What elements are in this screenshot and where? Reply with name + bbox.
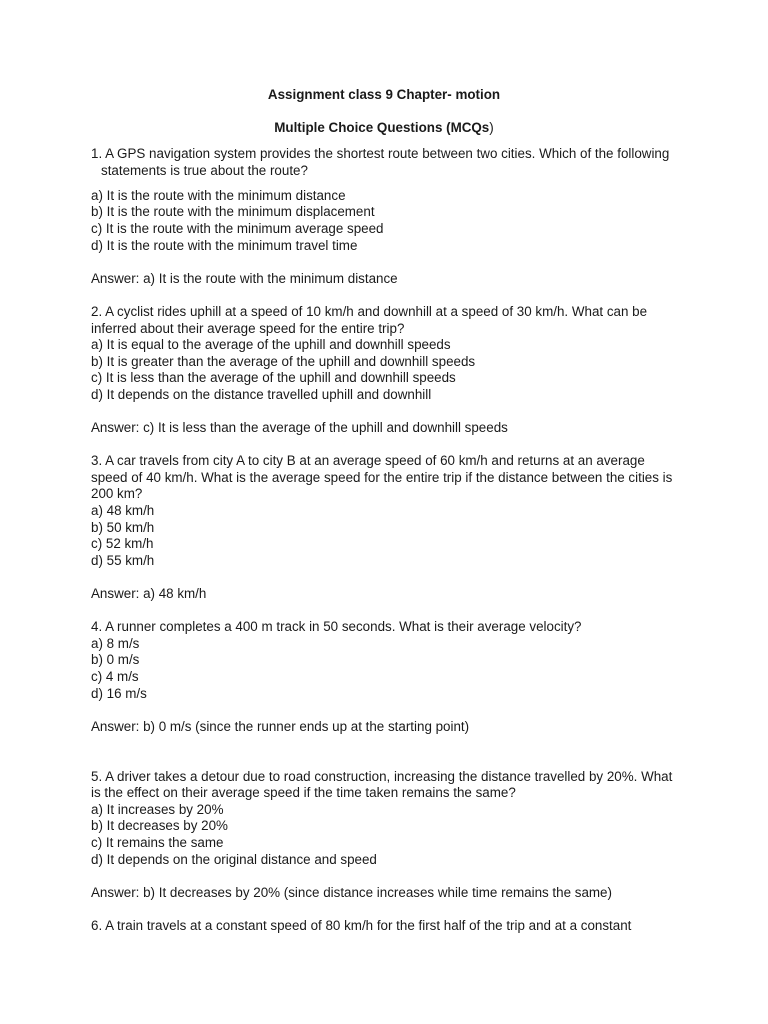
question-4-option-c: c) 4 m/s bbox=[91, 669, 139, 684]
question-4-option-d: d) 16 m/s bbox=[91, 685, 147, 701]
question-2-answer: Answer: c) It is less than the average of the uphill and downhill speeds bbox=[91, 420, 508, 436]
question-1-answer: Answer: a) It is the route with the minimum distance bbox=[91, 270, 398, 286]
section-heading bbox=[0, 120, 768, 137]
document-body bbox=[91, 146, 681, 935]
section-heading-paren: ) bbox=[489, 120, 494, 135]
question-6 bbox=[91, 918, 681, 935]
question-2 bbox=[91, 304, 681, 437]
question-3-option-d: d) 55 km/h bbox=[91, 552, 155, 568]
question-5-option-a: a) It increases by 20% bbox=[91, 801, 224, 817]
question-2-stem: 2. A cyclist rides uphill at a speed of 10 km/h and downhill at a speed of 30 km/h. What can be inferred about their average speed for the entire trip? bbox=[91, 303, 648, 336]
question-2-option-c: c) It is less than the average of the uphill and downhill speeds bbox=[91, 370, 456, 386]
question-4-option-b: b) 0 m/s bbox=[91, 652, 140, 668]
question-1-option-a: a) It is the route with the minimum distance bbox=[91, 187, 346, 203]
question-1-stem: 1. A GPS navigation system provides the shortest route between two cities. Which of the following statements is true about the route? bbox=[91, 146, 670, 178]
question-1-option-c: c) It is the route with the minimum average speed bbox=[91, 220, 384, 236]
question-5-answer: Answer: b) It decreases by 20% (since distance increases while time remains the same) bbox=[91, 884, 612, 900]
question-3-stem: 3. A car travels from city A to city B at an average speed of 60 km/h and returns at an average speed of 40 km/h. What is the average speed for the entire trip if the distance between the cities is 200 km? bbox=[91, 453, 673, 502]
question-2-option-d: d) It depends on the distance travelled uphill and downhill bbox=[91, 386, 432, 402]
question-5-option-b: b) It decreases by 20% bbox=[91, 818, 228, 834]
question-1-option-b: b) It is the route with the minimum displacement bbox=[91, 204, 375, 220]
question-4-answer: Answer: b) 0 m/s (since the runner ends up at the starting point) bbox=[91, 718, 470, 734]
question-3-option-a: a) 48 km/h bbox=[91, 503, 155, 519]
question-3-option-b: b) 50 km/h bbox=[91, 519, 155, 535]
document-title: Assignment class 9 Chapter- motion bbox=[267, 87, 501, 102]
section-heading-text: Multiple Choice Questions (MCQs bbox=[274, 120, 490, 135]
question-4-stem: 4. A runner completes a 400 m track in 50 seconds. What is their average velocity? bbox=[91, 619, 582, 635]
question-1 bbox=[91, 146, 681, 287]
question-3-option-c: c) 52 km/h bbox=[91, 536, 154, 552]
question-4 bbox=[91, 619, 681, 735]
question-2-option-b: b) It is greater than the average of the uphill and downhill speeds bbox=[91, 353, 476, 369]
question-5 bbox=[91, 769, 681, 902]
question-6-stem: 6. A train travels at a constant speed of 80 km/h for the first half of the trip and at a constant bbox=[91, 917, 632, 933]
question-5-option-d: d) It depends on the original distance and speed bbox=[91, 851, 377, 867]
question-3 bbox=[91, 453, 681, 602]
question-2-option-a: a) It is equal to the average of the uphill and downhill speeds bbox=[91, 337, 451, 353]
question-5-option-c: c) It remains the same bbox=[91, 834, 224, 850]
question-5-stem: 5. A driver takes a detour due to road construction, increasing the distance travelled by 20%. What is the effect on their average speed if the time taken remains the same? bbox=[91, 768, 673, 801]
question-4-option-a: a) 8 m/s bbox=[91, 635, 140, 651]
question-1-option-d: d) It is the route with the minimum travel time bbox=[91, 237, 358, 253]
question-3-answer: Answer: a) 48 km/h bbox=[91, 586, 207, 602]
